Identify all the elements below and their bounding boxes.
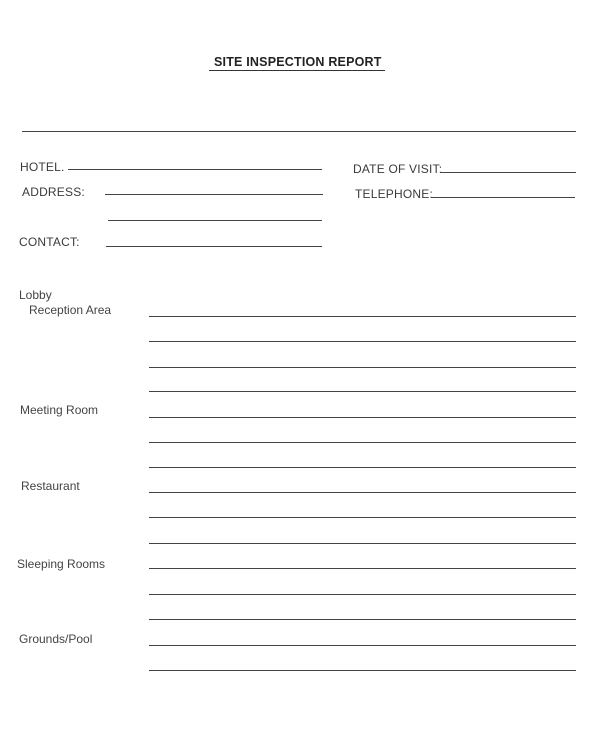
section-lobby-label: Lobby <box>19 288 52 302</box>
hotel-label: HOTEL. <box>20 160 65 174</box>
title-underline <box>209 70 385 71</box>
restaurant-line-2[interactable] <box>149 517 576 518</box>
contact-label: CONTACT: <box>19 235 80 249</box>
meeting-room-line-3[interactable] <box>149 467 576 468</box>
address-field-line-2[interactable] <box>108 220 322 221</box>
restaurant-line-1[interactable] <box>149 492 576 493</box>
meeting-room-line-1[interactable] <box>149 417 576 418</box>
meeting-room-line-2[interactable] <box>149 442 576 443</box>
section-meeting-room-label: Meeting Room <box>20 403 99 417</box>
telephone-label: TELEPHONE: <box>355 187 434 201</box>
grounds-pool-line-3[interactable] <box>149 670 576 671</box>
telephone-field[interactable] <box>431 197 575 198</box>
sleeping-rooms-line-1[interactable] <box>149 568 576 569</box>
restaurant-line-3[interactable] <box>149 543 576 544</box>
grounds-pool-line-2[interactable] <box>149 645 576 646</box>
address-label: ADDRESS: <box>22 185 85 199</box>
date-of-visit-field[interactable] <box>440 172 576 173</box>
lobby-line-2[interactable] <box>149 341 576 342</box>
hotel-field[interactable] <box>68 169 322 170</box>
lobby-line-1[interactable] <box>149 316 576 317</box>
header-divider <box>22 131 576 132</box>
address-field[interactable] <box>105 194 323 195</box>
grounds-pool-line-1[interactable] <box>149 619 576 620</box>
lobby-line-4[interactable] <box>149 391 576 392</box>
section-restaurant-label: Restaurant <box>21 479 80 493</box>
sleeping-rooms-line-2[interactable] <box>149 594 576 595</box>
section-sleeping-rooms-label: Sleeping Rooms <box>17 557 106 571</box>
section-lobby-sublabel: Reception Area <box>29 303 112 317</box>
lobby-line-3[interactable] <box>149 367 576 368</box>
page-title: SITE INSPECTION REPORT <box>214 55 382 69</box>
contact-field[interactable] <box>106 246 322 247</box>
date-of-visit-label: DATE OF VISIT: <box>353 162 443 176</box>
section-grounds-pool-label: Grounds/Pool <box>19 632 93 646</box>
